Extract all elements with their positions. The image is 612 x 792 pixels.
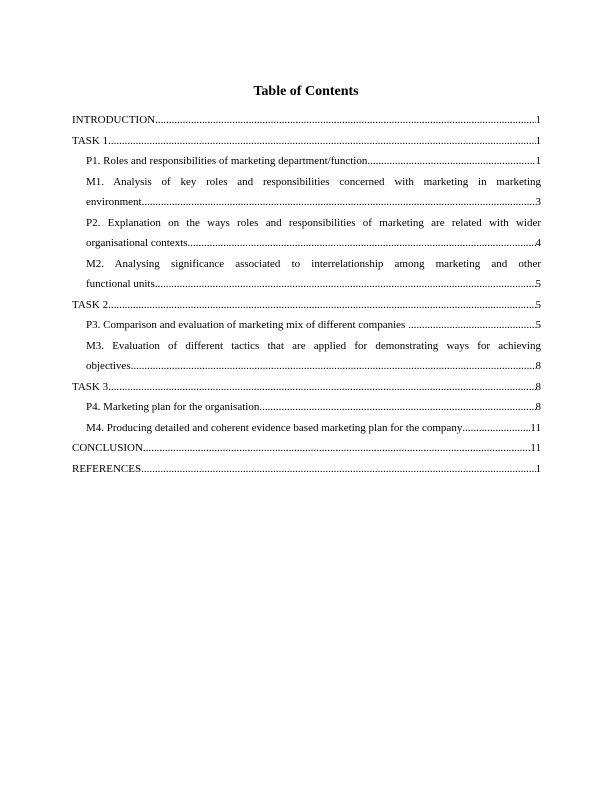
toc-page-number: 5: [535, 319, 541, 331]
dot-leader: [108, 377, 535, 398]
dot-leader: [155, 110, 535, 131]
toc-entry-label: environment: [86, 196, 142, 208]
toc-entry-label: CONCLUSION: [72, 442, 143, 454]
dot-leader: [108, 295, 535, 316]
toc-entry-m2[interactable]: [72, 254, 541, 295]
toc-page-number: 11: [530, 442, 541, 454]
toc-page-number: 8: [535, 360, 541, 372]
toc-entry-label: objectives: [86, 360, 131, 372]
dot-leader: [142, 192, 536, 213]
toc-entry-label-line-1: P2. Explanation on the ways roles and responsibilities of marketing are related with wider: [86, 216, 541, 229]
toc-page-number: 3: [535, 196, 541, 208]
toc-entry-m3[interactable]: [72, 336, 541, 377]
dot-leader: [141, 459, 535, 480]
toc-entry-label: P3. Comparison and evaluation of marketing mix of different companies: [86, 319, 409, 331]
toc-entry-introduction[interactable]: [72, 110, 541, 131]
toc-entry-label: P4. Marketing plan for the organisation: [86, 401, 260, 413]
toc-entry-label-line-1: M1. Analysis of key roles and responsibilities concerned with marketing in marketing: [86, 175, 541, 188]
toc-page-number: 8: [535, 380, 541, 393]
toc-entry-label: TASK 3: [72, 380, 109, 393]
toc-entry-label: TASK 1: [72, 134, 109, 147]
toc-page-number: 5: [535, 278, 541, 290]
dot-leader: [143, 438, 531, 459]
table-of-contents: [72, 110, 541, 479]
toc-page-number: 1: [535, 114, 541, 126]
toc-page-number: 1: [535, 462, 541, 475]
toc-entry-label: M4. Producing detailed and coherent evidence based marketing plan for the company: [86, 421, 463, 434]
dot-leader: [408, 315, 535, 336]
dot-leader: [131, 356, 536, 377]
toc-entry-task-1[interactable]: [72, 131, 541, 152]
dot-leader: [155, 274, 536, 295]
toc-entry-p4[interactable]: [72, 397, 541, 418]
dot-leader: [108, 131, 535, 152]
toc-entry-task-3[interactable]: [72, 377, 541, 398]
toc-page-number: 1: [535, 134, 541, 147]
toc-entry-p2[interactable]: [72, 213, 541, 254]
toc-entry-m4[interactable]: [72, 418, 541, 439]
dot-leader: [462, 418, 530, 439]
toc-entry-label-line-1: M2. Analysing significance associated to interrelationship among marketing and other: [86, 257, 541, 270]
toc-entry-label-line-1: M3. Evaluation of different tactics that are applied for demonstrating ways for achieving: [86, 339, 541, 352]
toc-page-number: 11: [530, 421, 541, 434]
toc-entry-m1[interactable]: [72, 172, 541, 213]
toc-entry-label: functional units: [86, 278, 155, 290]
dot-leader: [259, 397, 535, 418]
toc-page-number: 8: [535, 401, 541, 413]
toc-entry-label: REFERENCES: [72, 462, 142, 475]
toc-entry-label: TASK 2: [72, 298, 109, 311]
toc-entry-references[interactable]: [72, 459, 541, 480]
toc-page-number: 1: [535, 155, 541, 167]
toc-title: Table of Contents: [253, 84, 359, 99]
toc-entry-task-2[interactable]: [72, 295, 541, 316]
toc-entry-label: P1. Roles and responsibilities of marketing department/function: [86, 155, 368, 167]
toc-entry-label: organisational contexts: [86, 237, 188, 249]
toc-page-number: 4: [535, 237, 541, 249]
toc-page-number: 5: [535, 298, 541, 311]
toc-entry-p1[interactable]: [72, 151, 541, 172]
dot-leader: [367, 151, 535, 172]
toc-entry-p3[interactable]: [72, 315, 541, 336]
toc-entry-label: INTRODUCTION: [72, 114, 156, 126]
toc-entry-conclusion[interactable]: [72, 438, 541, 459]
dot-leader: [188, 233, 536, 254]
